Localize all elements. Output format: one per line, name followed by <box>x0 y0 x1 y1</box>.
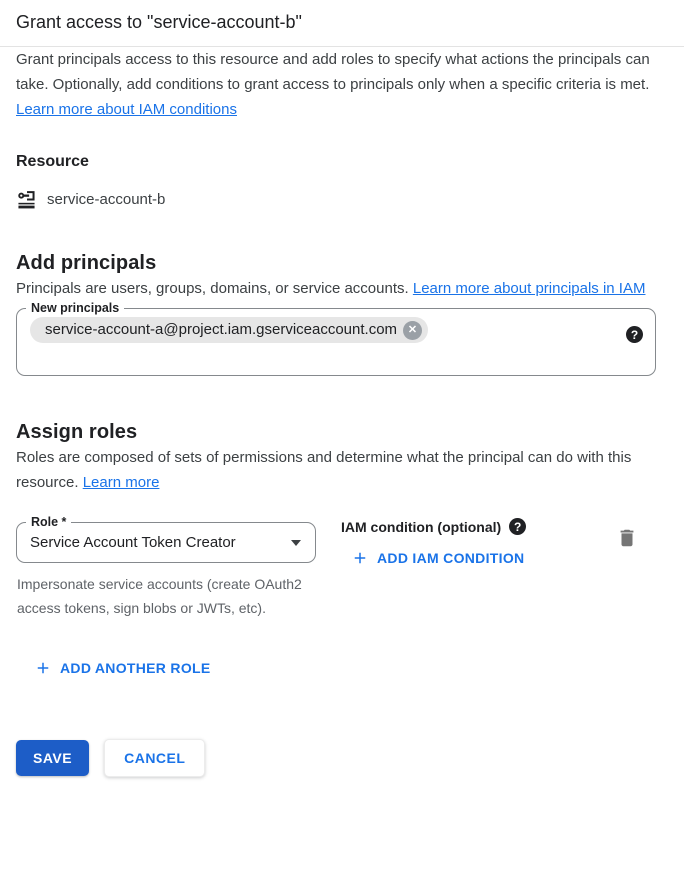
plus-icon <box>34 659 52 677</box>
iam-condition-label: IAM condition (optional) <box>341 518 502 535</box>
role-label: Role * <box>31 515 67 529</box>
add-iam-condition-button[interactable] <box>351 549 524 567</box>
assign-roles-description <box>16 445 668 495</box>
assign-roles-text: Roles are composed of sets of permissions and determine what the principal can do with this resource. <box>16 449 632 491</box>
cancel-button[interactable]: CANCEL <box>104 739 205 777</box>
new-principals-input-area[interactable] <box>17 315 655 375</box>
remove-principal-icon[interactable]: ✕ <box>403 321 422 340</box>
add-principals-heading: Add principals <box>16 252 157 274</box>
add-principals-text: Principals are users, groups, domains, or service accounts. <box>16 280 409 297</box>
dropdown-caret-icon <box>291 540 301 546</box>
role-assignment-row <box>16 515 668 620</box>
new-principals-label: New principals <box>31 301 120 315</box>
save-button[interactable]: SAVE <box>16 740 89 776</box>
dialog-body <box>0 47 684 777</box>
plus-icon <box>351 549 369 567</box>
iam-condition-column <box>341 515 616 620</box>
principals-help-icon[interactable]: ? <box>626 326 643 343</box>
role-selected-value: Service Account Token Creator <box>30 534 236 551</box>
role-column <box>16 515 316 620</box>
trash-icon <box>616 527 638 549</box>
delete-role-column <box>616 515 668 620</box>
assign-roles-heading: Assign roles <box>16 421 138 443</box>
principal-chip-value: service-account-a@project.iam.gserviceaccount.com <box>45 321 398 338</box>
dialog-title: Grant access to "service-account-b" <box>16 12 302 32</box>
iam-condition-label-row <box>341 518 616 535</box>
resource-name: service-account-b <box>47 191 166 208</box>
resource-row <box>16 189 668 210</box>
add-another-role-button[interactable] <box>34 659 211 677</box>
learn-more-roles-link[interactable]: Learn more <box>82 474 160 491</box>
role-select-field[interactable] <box>16 515 316 563</box>
add-principals-description <box>16 276 668 301</box>
add-iam-condition-label: ADD IAM CONDITION <box>377 550 525 566</box>
principal-chip <box>30 317 428 343</box>
role-helper-text: Impersonate service accounts (create OAuth2 access tokens, sign blobs or JWTs, etc). <box>17 576 302 616</box>
new-principals-field[interactable] <box>16 301 656 376</box>
dialog-header <box>0 0 684 47</box>
learn-more-iam-conditions-link[interactable]: Learn more about IAM conditions <box>16 101 237 118</box>
role-select[interactable] <box>17 529 315 562</box>
add-another-role-label: ADD ANOTHER ROLE <box>60 660 211 676</box>
delete-role-button[interactable] <box>616 527 638 549</box>
intro-paragraph <box>16 47 668 122</box>
intro-text: Grant principals access to this resource and add roles to specify what actions the principals can take. Optionally, add conditions to grant access to principals only when a specific criteria is met. <box>16 51 650 93</box>
service-account-icon <box>16 189 37 210</box>
dialog-actions <box>16 739 668 777</box>
iam-condition-help-icon[interactable]: ? <box>509 518 526 535</box>
resource-heading: Resource <box>16 153 89 170</box>
learn-more-principals-link[interactable]: Learn more about principals in IAM <box>412 280 646 297</box>
